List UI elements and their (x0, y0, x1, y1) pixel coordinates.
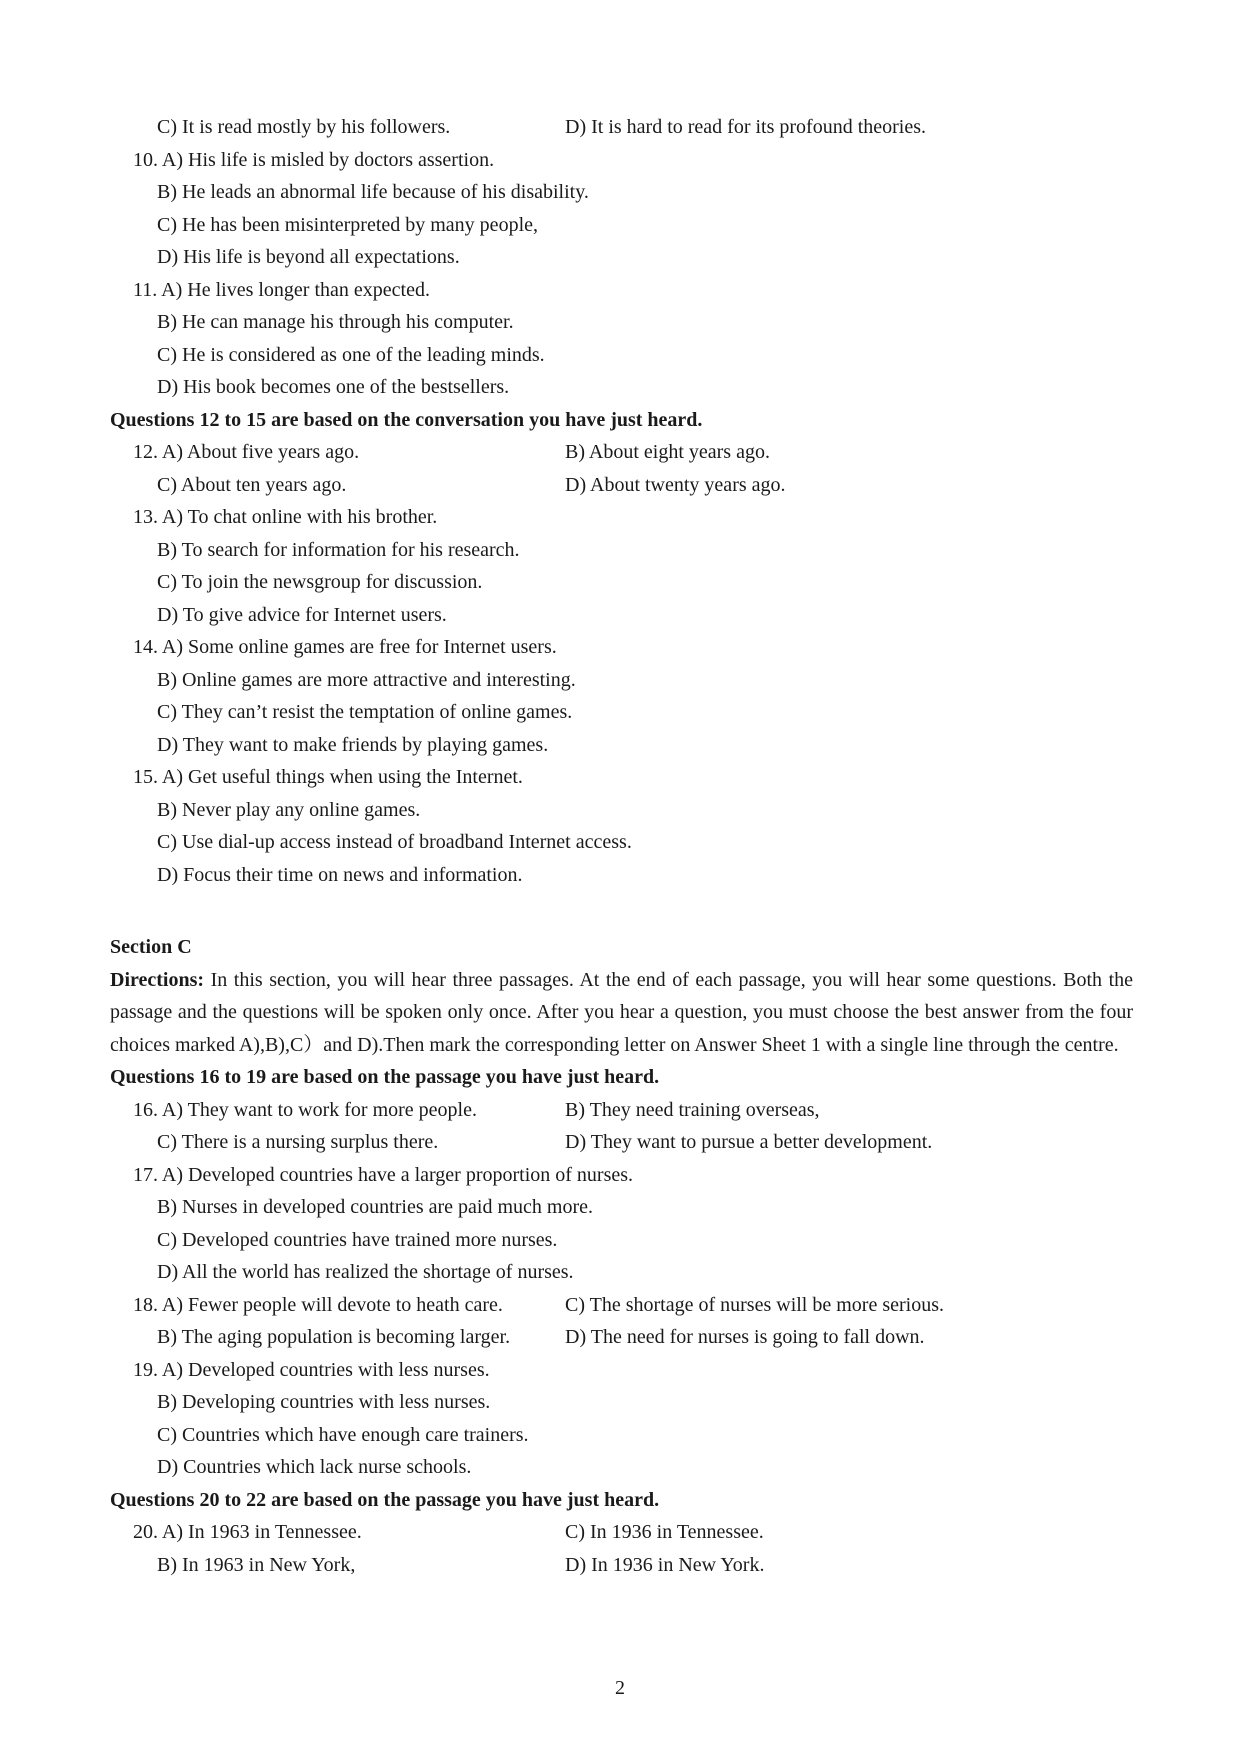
question-line: C) Use dial-up access instead of broadband Internet access. (157, 831, 632, 853)
section-heading: Questions 20 to 22 are based on the passage you have just heard. (110, 1488, 660, 1511)
question-line (110, 1549, 1133, 1582)
question-line (110, 1321, 1133, 1354)
option-text: 12. A) About five years ago. (133, 441, 360, 463)
directions-paragraph (110, 964, 1133, 1062)
option-text: 18. A) Fewer people will devote to heath care. (133, 1293, 503, 1316)
question-line: 17. A) Developed countries have a larger proportion of nurses. (133, 1163, 634, 1186)
question-line: D) All the world has realized the shortage of nurses. (157, 1261, 574, 1283)
directions-text: In this section, you will hear three passages. At the end of each passage, you will hear some questions. Both the passage and the questions will be spoken only once. After you hear a question, you must choose the best answer from the four choices marked A),B),C）and D).Then mark the corresponding letter on Answer Sheet 1 with a single line through the centre. (110, 968, 1134, 1056)
question-line: C) He is considered as one of the leading minds. (157, 343, 545, 366)
question-line: 15. A) Get useful things when using the Internet. (133, 766, 523, 788)
question-line (110, 111, 1133, 144)
option-text: B) In 1963 in New York, (157, 1553, 356, 1576)
option-text: C) There is a nursing surplus there. (157, 1131, 439, 1153)
question-line (110, 469, 1133, 502)
question-line: C) Developed countries have trained more nurses. (157, 1228, 558, 1251)
option-text: C) It is read mostly by his followers. (157, 116, 451, 138)
section-heading: Section C (110, 936, 192, 958)
section-heading: Questions 12 to 15 are based on the conversation you have just heard. (110, 408, 703, 431)
question-line: B) Never play any online games. (157, 798, 421, 821)
option-text: C) About ten years ago. (157, 473, 347, 496)
question-line (110, 1094, 1133, 1127)
question-line: D) They want to make friends by playing games. (157, 733, 549, 756)
question-line (110, 436, 1133, 469)
question-line: B) Nurses in developed countries are paid much more. (157, 1196, 593, 1218)
question-line: D) Focus their time on news and information. (157, 863, 523, 886)
question-line: C) To join the newsgroup for discussion. (157, 571, 483, 593)
question-line: 10. A) His life is misled by doctors assertion. (133, 148, 495, 171)
question-line: D) To give advice for Internet users. (157, 603, 447, 626)
option-text: D) About twenty years ago. (565, 473, 786, 496)
option-text: C) In 1936 in Tennessee. (565, 1521, 764, 1543)
question-line: D) Countries which lack nurse schools. (157, 1456, 472, 1478)
option-text: B) About eight years ago. (565, 441, 770, 463)
question-lines (110, 111, 1133, 1581)
question-line (110, 1516, 1133, 1549)
page-number: 2 (615, 1677, 625, 1699)
option-text: D) It is hard to read for its profound theories. (565, 116, 927, 138)
directions-label: Directions: (110, 968, 205, 991)
option-text: B) The aging population is becoming larger. (157, 1326, 511, 1348)
exam-page (110, 111, 1133, 1581)
option-text: 16. A) They want to work for more people. (133, 1098, 477, 1121)
section-heading: Questions 16 to 19 are based on the passage you have just heard. (110, 1066, 660, 1088)
option-text: D) The need for nurses is going to fall down. (565, 1326, 925, 1348)
question-line: B) He leads an abnormal life because of his disability. (157, 181, 589, 203)
question-line: C) Countries which have enough care trainers. (157, 1423, 529, 1446)
option-text: D) In 1936 in New York. (565, 1553, 765, 1576)
question-line: 11. A) He lives longer than expected. (133, 278, 430, 301)
question-line (110, 1289, 1133, 1322)
question-line (110, 1126, 1133, 1159)
question-line: D) His book becomes one of the bestsellers. (157, 376, 510, 398)
section-gap (110, 891, 1133, 931)
option-text: 20. A) In 1963 in Tennessee. (133, 1521, 362, 1543)
option-text: D) They want to pursue a better development. (565, 1131, 933, 1153)
question-line: B) He can manage his through his computer. (157, 311, 514, 333)
question-line: 19. A) Developed countries with less nurses. (133, 1358, 490, 1381)
question-line: D) His life is beyond all expectations. (157, 246, 460, 268)
option-text: C) The shortage of nurses will be more serious. (565, 1293, 944, 1316)
question-line: C) They can’t resist the temptation of online games. (157, 701, 573, 723)
question-line: 14. A) Some online games are free for Internet users. (133, 636, 557, 658)
question-line: 13. A) To chat online with his brother. (133, 506, 438, 528)
question-line: B) Online games are more attractive and interesting. (157, 668, 576, 691)
option-text: B) They need training overseas, (565, 1098, 820, 1121)
question-line: C) He has been misinterpreted by many people, (157, 213, 538, 236)
question-line: B) To search for information for his research. (157, 538, 520, 561)
question-line: B) Developing countries with less nurses. (157, 1391, 491, 1413)
